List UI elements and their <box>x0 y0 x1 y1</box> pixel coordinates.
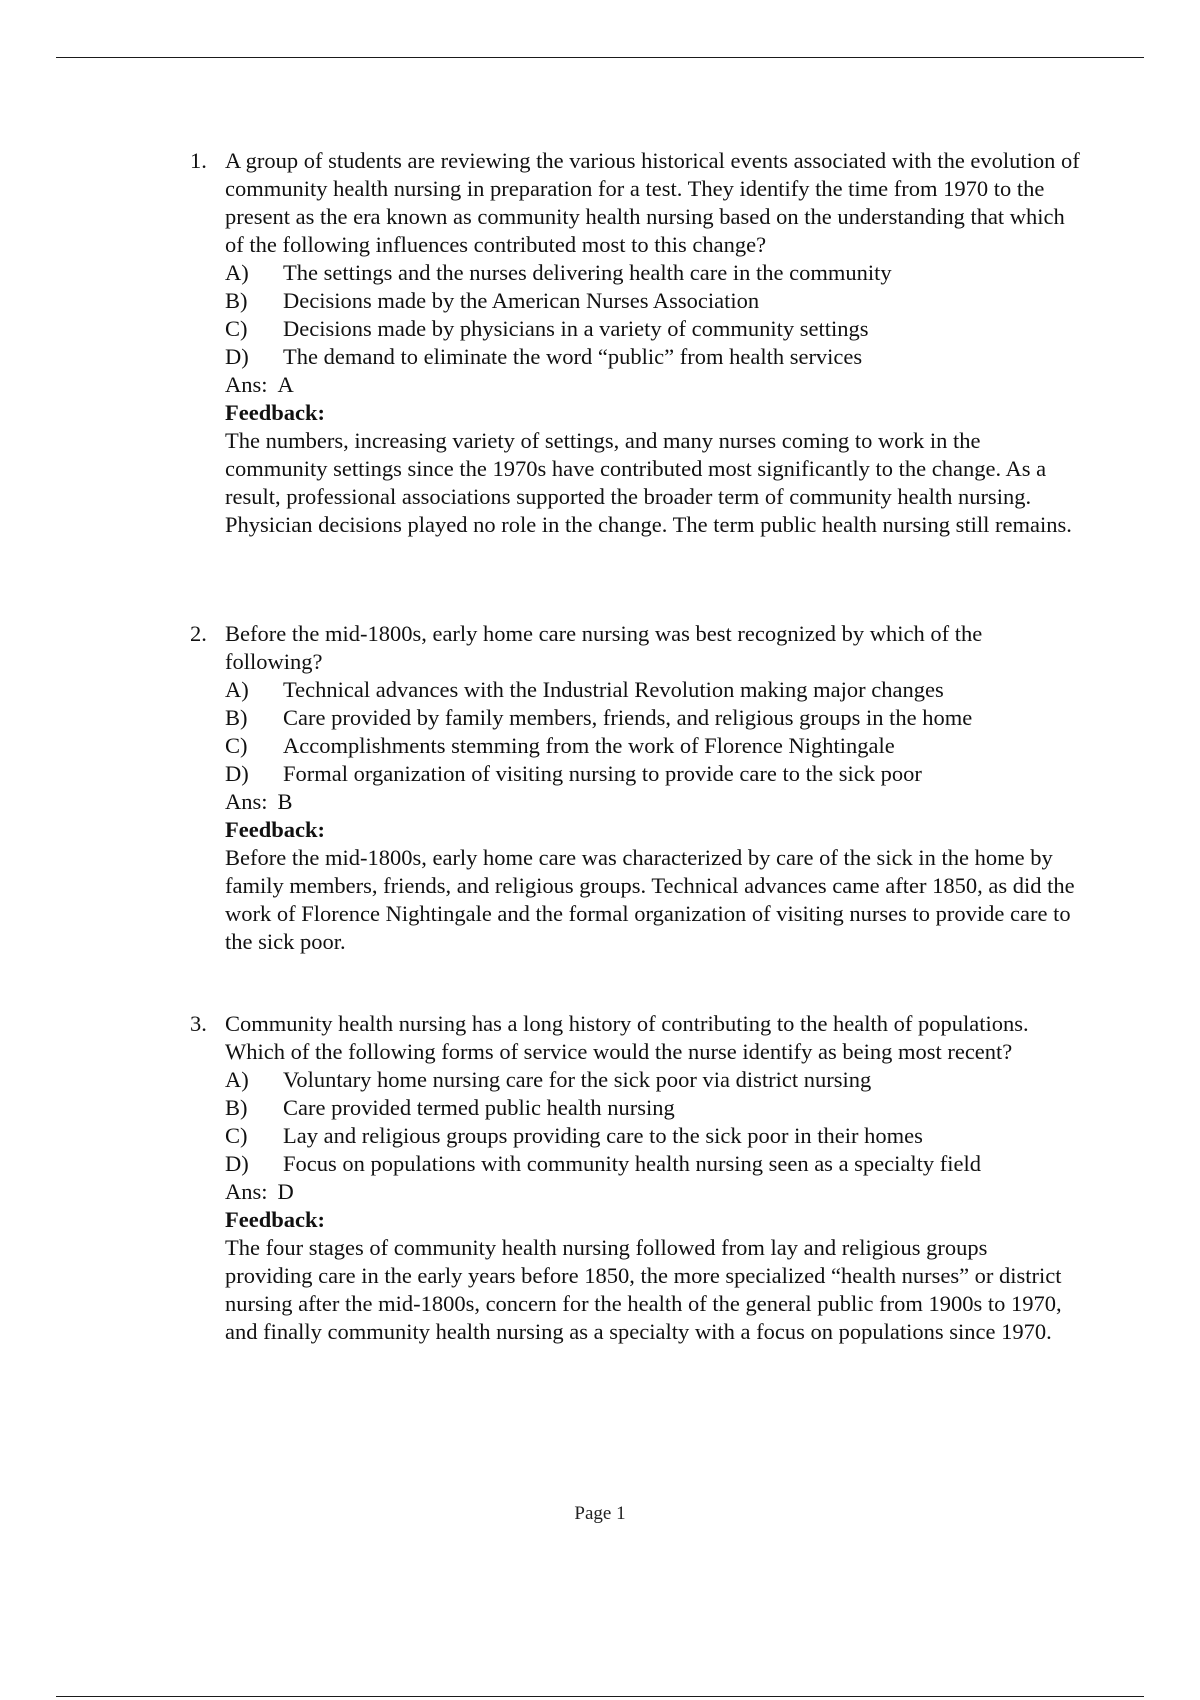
option-d <box>225 343 1080 371</box>
option-letter: B) <box>225 288 248 313</box>
question-number: 3. <box>190 1011 207 1036</box>
option-a <box>225 676 1080 704</box>
answer-label: Ans: <box>225 372 268 397</box>
question-number: 2. <box>190 621 207 646</box>
option-b <box>225 1094 1080 1122</box>
option-letter: A) <box>225 1067 249 1092</box>
header-rule <box>56 57 1144 58</box>
feedback-heading: Feedback: <box>225 400 325 425</box>
question-body <box>225 147 1080 539</box>
option-text: Focus on populations with community health nursing seen as a specialty field <box>283 1151 982 1176</box>
feedback-text: Before the mid-1800s, early home care was characterized by care of the sick in the home by family members, friends, and religious groups. Technical advances came after 1850, as did the work of Florence Nightingale and the formal organization of visiting nurses to provide care to the sick poor. <box>225 845 1075 954</box>
page-number: Page 1 <box>574 1503 626 1524</box>
option-letter: D) <box>225 344 249 369</box>
question-stem: Community health nursing has a long history of contributing to the health of populations. Which of the following forms of service would the nurse identify as being most recent? <box>225 1011 1029 1064</box>
answer-line <box>225 1178 1080 1206</box>
answer-line <box>225 371 1080 399</box>
option-letter: C) <box>225 316 248 341</box>
answer-label: Ans: <box>225 1179 268 1204</box>
option-text: Care provided termed public health nursing <box>283 1095 675 1120</box>
option-a <box>225 1066 1080 1094</box>
option-letter: D) <box>225 1151 249 1176</box>
option-text: Decisions made by the American Nurses Association <box>283 288 760 313</box>
option-text: The demand to eliminate the word “public” from health services <box>283 344 863 369</box>
option-letter: C) <box>225 1123 248 1148</box>
option-d <box>225 1150 1080 1178</box>
answer-line <box>225 788 1080 816</box>
option-text: Lay and religious groups providing care to the sick poor in their homes <box>283 1123 923 1148</box>
option-letter: D) <box>225 761 249 786</box>
question-number: 1. <box>190 148 207 173</box>
answer-label: Ans: <box>225 789 268 814</box>
question-body <box>225 620 1080 956</box>
option-b <box>225 287 1080 315</box>
answer-value: A <box>277 372 294 397</box>
footer-rule <box>56 1696 1144 1697</box>
option-text: Care provided by family members, friends, and religious groups in the home <box>283 705 973 730</box>
option-text: Voluntary home nursing care for the sick poor via district nursing <box>283 1067 872 1092</box>
option-text: Technical advances with the Industrial Revolution making major changes <box>283 677 944 702</box>
option-text: Accomplishments stemming from the work of Florence Nightingale <box>283 733 895 758</box>
option-c <box>225 315 1080 343</box>
answer-value: B <box>277 789 293 814</box>
feedback-text: The numbers, increasing variety of settings, and many nurses coming to work in the community settings since the 1970s have contributed most significantly to the change. As a result, professional associations supported the broader term of community health nursing. Physician decisions played no role in the change. The term public health nursing still remains. <box>225 428 1072 537</box>
option-letter: A) <box>225 677 249 702</box>
answer-value: D <box>277 1179 294 1204</box>
option-d <box>225 760 1080 788</box>
option-letter: C) <box>225 733 248 758</box>
option-a <box>225 259 1080 287</box>
option-letter: B) <box>225 1095 248 1120</box>
option-text: Decisions made by physicians in a variety of community settings <box>283 316 869 341</box>
option-letter: A) <box>225 260 249 285</box>
feedback-heading: Feedback: <box>225 817 325 842</box>
option-c <box>225 732 1080 760</box>
question-stem: A group of students are reviewing the various historical events associated with the evolution of community health nursing in preparation for a test. They identify the time from 1970 to the present as the era known as community health nursing based on the understanding that which of the following influences contributed most to this change? <box>225 148 1080 257</box>
option-b <box>225 704 1080 732</box>
feedback-heading: Feedback: <box>225 1207 325 1232</box>
feedback-text: The four stages of community health nursing followed from lay and religious groups providing care in the early years before 1850, the more specialized “health nurses” or district nursing after the mid-1800s, concern for the health of the general public from 1900s to 1970, and finally community health nursing as a specialty with a focus on populations since 1970. <box>225 1235 1062 1344</box>
option-letter: B) <box>225 705 248 730</box>
question-stem: Before the mid-1800s, early home care nursing was best recognized by which of the following? <box>225 621 983 674</box>
option-text: The settings and the nurses delivering health care in the community <box>283 260 892 285</box>
option-text: Formal organization of visiting nursing to provide care to the sick poor <box>283 761 922 786</box>
question-body <box>225 1010 1080 1346</box>
option-c <box>225 1122 1080 1150</box>
